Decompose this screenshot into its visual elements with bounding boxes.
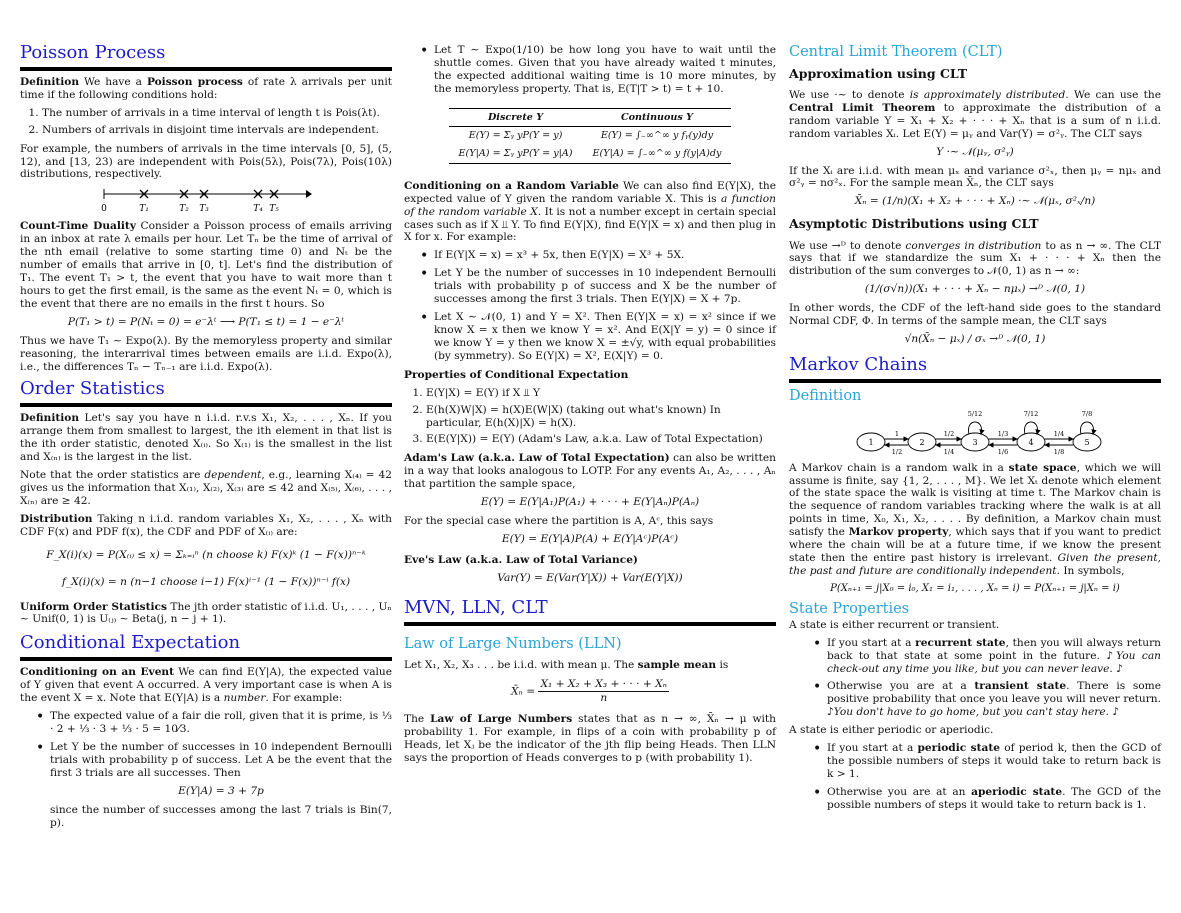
order-statistics-title: Order Statistics (20, 378, 165, 400)
uniform-order-statistics: Uniform Order Statistics The jth order statistic of i.i.d. U₁, . . . , Uₙ ∼ Unif(0, 1) is U₍ⱼ₎ ∼ Beta(j, n − j + 1). (20, 600, 392, 626)
definition-head: Definition (20, 75, 80, 88)
list-item: • Otherwise you are at an aperiodic state. The GCD of the possible numbers of steps it would take to return back is 1. (827, 786, 1161, 812)
asymptotic-heading: Asymptotic Distributions using CLT (789, 216, 1039, 232)
sample-mean-fraction: $\frac{\text{X₁ + X₂ + X₃ + · · · + Xₙ}}{n}$ (540, 678, 667, 705)
chain-label: 7/12 (1023, 409, 1039, 418)
list-item: • The expected value of a fair die roll, given that it is prime, is ⅓ · 2 + ⅓ · 3 + ⅓ · 5 = 10⁄3. (50, 710, 392, 736)
order-pdf-equation: f_X(i)(x) = n (n−1 choose i−1) F(x)ⁱ⁻¹ (1 − F(x))ⁿ⁻ⁱ f(x) (61, 575, 351, 588)
adams-law-equation: E(Y) = E(Y|A₁)P(A₁) + · · · + E(Y|Aₙ)P(Aₙ) (480, 496, 700, 509)
order-cdf-equation: F_X(i)(x) = P(X₍ᵢ₎ ≤ x) = Σₖ₌ᵢⁿ (n choose k) F(x)ᵏ (1 − F(x))ⁿ⁻ᵏ (46, 548, 366, 561)
timeline-label: T₄ (253, 204, 263, 215)
poisson-definition: Definition We have a Poisson process of rate λ arrivals per unit time if the following conditions hold: (20, 75, 392, 101)
timeline-label: T₂ (179, 204, 189, 215)
clt-equation-2: X̄ₙ = (1/n)(X₁ + X₂ + · · · + Xₙ) ·∼ 𝒩(μₓ, σ²ₓ/n) (854, 195, 1096, 208)
state-properties-title: State Properties (789, 601, 910, 618)
chain-label: 1/3 (997, 429, 1009, 438)
chain-state: 1 (868, 437, 874, 447)
list-item: • Let T ∼ Expo(1/10) be how long you have to wait until the shuttle comes. Given that you have already waited t minutes, the expected additional waiting time is 10 more minutes, by the memoryless property. That is, E(T|T > t) = t + 10. (434, 44, 776, 96)
adams-special-case: For the special case where the partition is A, Aᶜ, this says (404, 515, 714, 528)
eves-law-equation: Var(Y) = E(Var(Y|X)) + Var(E(Y|X)) (497, 571, 683, 584)
timeline-label: T₅ (269, 204, 279, 215)
state-intro-2: A state is either periodic or aperiodic. (789, 724, 994, 737)
recurrence-list (789, 637, 1161, 720)
list-item: 3. E(E(Y|X)) = E(Y) (Adam's Law, a.k.a. Law of Total Expectation) (426, 433, 776, 446)
table-cell: E(Y|A) = Σᵧ yP(Y = y|A) (449, 145, 583, 163)
list-item: • Let Y be the number of successes in 10 independent Bernoulli trials with probability p of success and X be the number of successes among the first 3 trials. Then E(Y|X) = X + 7p. (434, 267, 776, 306)
order-distribution: Distribution Taking n i.i.d. random variables X₁, X₂, . . . , Xₙ with CDF F(x) and PDF f(x), the CDF and PDF of X₍ᵢ₎ are: (20, 512, 392, 538)
section-rule (20, 403, 392, 407)
section-rule (404, 622, 776, 626)
chain-label: 1/4 (943, 447, 955, 456)
order-definition: Definition Let's say you have n i.i.d. r.v.s X₁, X₂, . . . , Xₙ. If you arrange them from smallest to largest, the ith element in that list is the ith order statistic, denoted X₍ᵢ₎. So X₍₁₎ is the smallest in the list and X₍ₙ₎ is the largest in the list. (20, 412, 392, 464)
clt-equation-4: √n(X̄ₙ − μₓ) / σₓ →ᴰ 𝒩(0, 1) (904, 333, 1046, 346)
clt-equation-3: (1/(σ√n))(X₁ + · · · + Xₙ − nμₓ) →ᴰ 𝒩(0, 1) (864, 283, 1086, 296)
markov-definition-title: Definition (789, 387, 862, 404)
bullet-conclusion: since the number of successes among the last 7 trials is Bin(7, p). (50, 803, 392, 829)
eves-law-heading: Eve's Law (a.k.a. Law of Total Variance) (404, 553, 638, 566)
expectation-table (449, 108, 732, 164)
list-item: 2. Numbers of arrivals in disjoint time intervals are independent. (42, 124, 392, 137)
lln-intro: Let X₁, X₂, X₃ . . . be i.i.d. with mean μ. The sample mean is (404, 659, 729, 672)
markov-chain-diagram (789, 406, 1161, 458)
section-rule (789, 379, 1161, 383)
poisson-conditions (20, 107, 392, 137)
approx-after: If the Xᵢ are i.i.d. with mean μₓ and variance σ²ₓ, then μᵧ = nμₓ and σ²ᵧ = nσ²ₓ. For the sample mean X̄ₙ, the CLT says (789, 164, 1161, 190)
lln-title: Law of Large Numbers (LLN) (404, 635, 622, 652)
poisson-timeline (20, 186, 392, 216)
timeline-label: T₃ (199, 204, 209, 215)
list-item: • If you start at a periodic state of period k, then the GCD of the possible numbers of steps it would take to return back is k > 1. (827, 742, 1161, 781)
table-cell: E(Y|A) = ∫₋∞^∞ y f(y|A)dy (583, 145, 732, 163)
list-item: 1. The number of arrivals in a time interval of length t is Pois(λt). (42, 107, 392, 120)
clt-equation-1: Y ·∼ 𝒩(μᵧ, σ²ᵧ) (936, 145, 1014, 158)
column-3 (789, 0, 1161, 817)
chain-state: 5 (1084, 437, 1090, 447)
markov-definition-text: A Markov chain is a random walk in a state space, which we will assume is finite, say {1, 2, . . . , M}. We let Xₜ denote which element of the state space the walk is visiting at time t. The Markov chain is the sequence of random variables tracking where the walk is at all points in time, X₀, X₁, X₂, . . . . By definition, a Markov chain must satisfy the Markov property, which says that if you want to predict where the chain will be at a future time, if we know the present state then the entire past history is irrelevant. Given the present, the past and future are conditionally independent. In symbols, (789, 461, 1162, 577)
chain-label: 1/2 (891, 447, 903, 456)
list-item: • If E(Y|X = x) = x³ + 5x, then E(Y|X) = X³ + 5X. (434, 249, 776, 262)
duality-equation: P(T₁ > t) = P(Nₜ = 0) = e⁻λᵗ ⟶ P(T₁ ≤ t) = 1 − e⁻λᵗ (67, 315, 345, 328)
chain-label: 5/12 (967, 409, 983, 418)
order-note: Note that the order statistics are dependent, e.g., learning X₍₄₎ = 42 gives us the information that X₍₁₎, X₍₂₎, X₍₃₎ are ≤ 42 and X₍₅₎, X₍₆₎, . . . , X₍ₙ₎ are ≥ 42. (20, 469, 392, 507)
poisson-process-title: Poisson Process (20, 42, 166, 63)
section-rule (20, 67, 392, 71)
timeline-label: T₁ (139, 204, 149, 215)
lln-statement: The Law of Large Numbers states that as n → ∞, X̄ₙ → μ with probability 1. For example, in flips of a coin with probability p of Heads, let Xⱼ be the indicator of the jth flip being Heads. Then LLN says the proportion of Heads converges to p (with probability 1). (404, 713, 777, 764)
chain-state: 3 (972, 437, 978, 447)
state-intro-1: A state is either recurrent or transient. (789, 618, 1000, 631)
conditioning-on-rv: Conditioning on a Random Variable We can also find E(Y|X), the expected value of Y given the random variable X. This is a function of the random variable X. It is not a number except in certain special cases such as if X ⫫ Y. To find E(Y|X), find E(Y|X = x) and then plug in X for x. For example: (404, 179, 777, 244)
chain-label: 1/4 (1053, 429, 1065, 438)
chain-state: 2 (919, 437, 925, 447)
bullet-equation: E(Y|A) = 3 + 7p (178, 784, 264, 797)
column-2 (404, 0, 776, 770)
conditional-expectation-title: Conditional Expectation (20, 632, 241, 654)
sample-mean-equation: X̄ₙ = $\frac{\text{X₁ + X₂ + X₃ + · · · + Xₙ}}{n}$ (511, 678, 667, 705)
periodicity-list (789, 742, 1161, 812)
list-item: • Let X ∼ 𝒩(0, 1) and Y = X². Then E(Y|X = x) = x² since if we know X = x then we know Y = x². And E(X|Y = y) = 0 since if we know Y = y then we know X = ±√y, with equal probabilities (by symmetry). So E(Y|X) = X², E(X|Y) = 0. (434, 311, 776, 363)
expo-bullet (404, 44, 776, 96)
adams-special-equation: E(Y) = E(Y|A)P(A) + E(Y|Aᶜ)P(Aᶜ) (501, 533, 679, 545)
rv-examples (404, 249, 776, 362)
table-header: Discrete Y (449, 108, 583, 127)
table-cell: E(Y) = Σᵧ yP(Y = y) (468, 130, 563, 142)
chain-label: 7/8 (1081, 409, 1093, 418)
conditioning-on-event: Conditioning on an Event We can find E(Y|A), the expected value of Y given that event A occurred. A very important case is when A is the event X = x. Note that E(Y|A) is a number. For example: (20, 666, 392, 705)
mvn-lln-clt-title: MVN, LLN, CLT (404, 596, 548, 618)
chain-label: 1/8 (1053, 447, 1065, 456)
properties-list (404, 387, 776, 447)
approx-text: We use ·∼ to denote is approximately distributed. We can use the Central Limit Theorem to approximate the distribution of a random variable Y = X₁ + X₂ + · · · + Xₙ that is a sum of n i.i.d. random variables Xᵢ. Let E(Y) = μᵧ and Var(Y) = σ²ᵧ. The CLT says (789, 88, 1161, 140)
chain-label: 1/2 (943, 429, 955, 438)
chain-state: 4 (1028, 437, 1034, 447)
markov-chains-title: Markov Chains (789, 354, 928, 376)
table-header: Continuous Y (583, 108, 732, 127)
approx-heading: Approximation using CLT (789, 65, 968, 81)
list-item: • Otherwise you are at a transient state. There is some positive probability that once you leave you will never return. ♪You don't have to go home, but you can't stay here. ♪ (827, 680, 1161, 719)
timeline-label: 0 (101, 204, 107, 215)
markov-property-equation: P(Xₙ₊₁ = j|X₀ = i₀, X₁ = i₁, . . . , Xₙ = i) = P(Xₙ₊₁ = j|Xₙ = i) (830, 582, 1120, 594)
count-time-duality: Count-Time Duality Consider a Poisson process of emails arriving in an inbox at rate λ emails per hour. Let Tₙ be the time of arrival of the nth email (relative to some starting time 0) and Nₜ be the number of emails that arrive in [0, t]. Let's find the distribution of T₁. The event T₁ > t, the event that you have to wait more than t hours to get the first email, is the same as the event Nₜ = 0, which is the event that there are no emails in the first t hours. So (20, 220, 393, 310)
asymptotic-after: In other words, the CDF of the left-hand side goes to the standard Normal CDF, Φ. In terms of the sample mean, the CLT says (789, 302, 1161, 328)
duality-conclusion: Thus we have T₁ ∼ Expo(λ). By the memoryless property and similar reasoning, the interarrival times between emails are i.i.d. Expo(λ), i.e., the differences Tₙ − Tₙ₋₁ are i.i.d. Expo(λ). (20, 334, 392, 373)
event-examples (20, 710, 392, 780)
column-1 (20, 0, 392, 835)
properties-heading: Properties of Conditional Expectation (404, 368, 629, 381)
clt-title: Central Limit Theorem (CLT) (789, 44, 1003, 60)
list-item: 2. E(h(X)W|X) = h(X)E(W|X) (taking out what's known) In particular, E(h(X)|X) = h(X). (426, 404, 776, 430)
adams-law: Adam's Law (a.k.a. Law of Total Expectation) can also be written in a way that looks analogous to LOTP. For any events A₁, A₂, . . . , Aₙ that partition the sample space, (404, 452, 776, 491)
table-cell: E(Y) = ∫₋∞^∞ y fᵧ(y)dy (600, 130, 714, 142)
chain-label: 1/6 (997, 447, 1009, 456)
list-item: • Let Y be the number of successes in 10 independent Bernoulli trials with probability p of success. Let A be the event that the first 3 trials are all successes. Then (50, 741, 392, 780)
list-item: • If you start at a recurrent state, then you will always return back to that state at some point in the future. ♪You can check-out any time you like, but you can never leave. ♪ (827, 637, 1161, 676)
section-rule (20, 657, 392, 661)
poisson-example: For example, the numbers of arrivals in the time intervals [0, 5], (5, 12), and [13, 23) are independent with Pois(5λ), Pois(7λ), Pois(10λ) distributions, respectively. (20, 142, 392, 181)
chain-label: 1 (894, 429, 900, 438)
asymptotic-text: We use →ᴰ to denote converges in distribution to as n → ∞. The CLT says that if we standardize the sum X₁ + · · · + Xₙ then the distribution of the sum converges to 𝒩(0, 1) as n → ∞: (789, 239, 1162, 278)
list-item: 1. E(Y|X) = E(Y) if X ⫫ Y (426, 387, 776, 400)
